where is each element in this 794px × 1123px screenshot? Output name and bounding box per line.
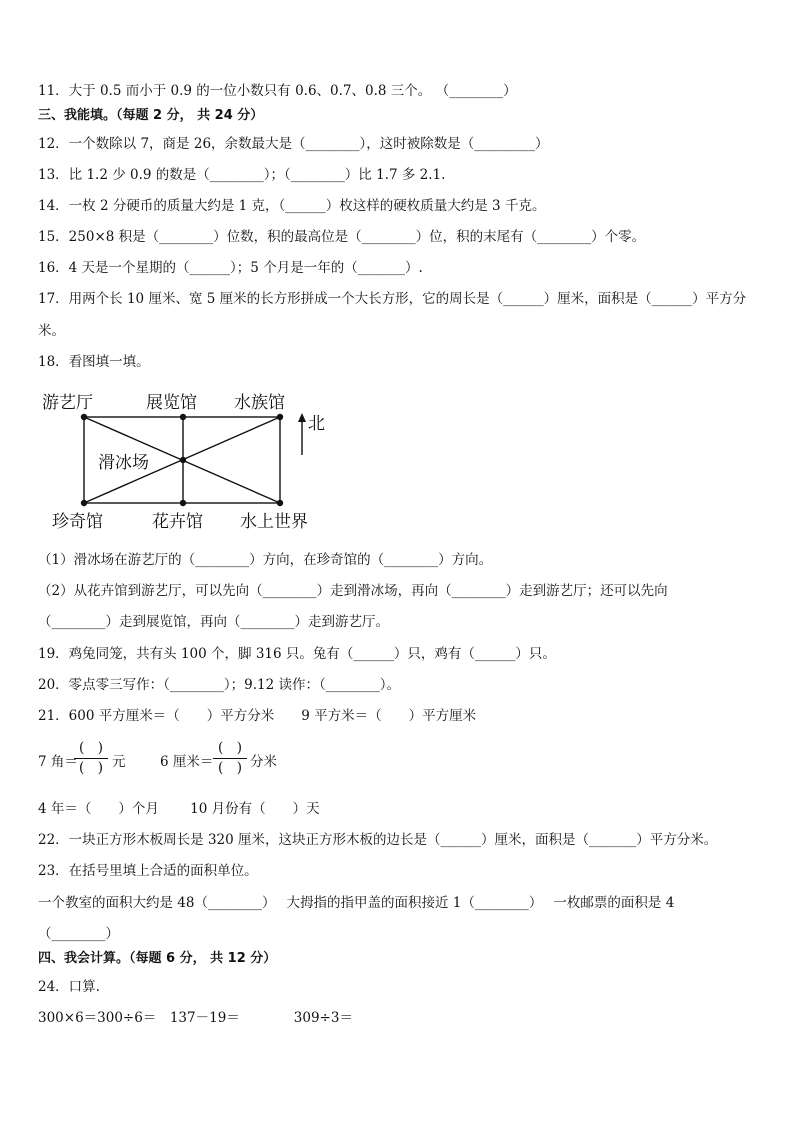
fraction-1-denominator: ( ) bbox=[78, 760, 104, 776]
label-shuishangshijie: 水上世界 bbox=[240, 512, 308, 532]
question-18: 18．看图填一填。 bbox=[38, 354, 150, 370]
question-19: 19．鸡兔同笼，共有头 100 个，脚 316 只。兔有（______）只，鸡有（______）只。 bbox=[38, 646, 556, 662]
fraction-2-unit: 分米 bbox=[250, 754, 277, 770]
fraction-2 bbox=[213, 740, 247, 777]
label-youyiting: 游艺厅 bbox=[42, 393, 93, 413]
question-18-part-1: （1）滑冰场在游艺厅的（________）方向，在珍奇馆的（________）方向。 bbox=[38, 552, 493, 568]
question-18-part-2-line-2: （________）走到展览馆，再向（________）走到游艺厅。 bbox=[38, 614, 389, 630]
direction-map-diagram bbox=[38, 385, 338, 535]
question-23-items-line-2: （________） bbox=[38, 926, 119, 942]
question-21-line-1: 21．600 平方厘米＝（ ）平方分米 9 平方米＝（ ）平方厘米 bbox=[38, 708, 477, 724]
question-11: 11．大于 0.5 而小于 0.9 的一位小数只有 0.6、0.7、0.8 三个。 （________） bbox=[38, 83, 517, 99]
fraction-2-numerator: ( ) bbox=[217, 740, 243, 756]
section-3-heading: 三、我能填。（每题 2 分， 共 24 分） bbox=[38, 108, 264, 123]
section-4-heading: 四、我会计算。（每题 6 分， 共 12 分） bbox=[38, 951, 277, 966]
label-zhanlanguan: 展览馆 bbox=[146, 393, 197, 413]
question-17-line-2: 米。 bbox=[38, 323, 65, 339]
question-22: 22．一块正方形木板周长是 320 厘米，这块正方形木板的边长是（______）厘米，面积是（_______）平方分米。 bbox=[38, 832, 718, 848]
fraction-1 bbox=[74, 740, 108, 777]
question-12: 12．一个数除以 7，商是 26，余数最大是（________），这时被除数是（_________） bbox=[38, 136, 549, 152]
fraction-1-prefix: 7 角＝ bbox=[38, 754, 78, 770]
fraction-2-prefix: 6 厘米＝ bbox=[160, 754, 214, 770]
question-20: 20．零点零三写作：（________）；9.12 读作：（________）。 bbox=[38, 677, 401, 693]
question-16: 16．4 天是一个星期的（______）；5 个月是一年的（_______）. bbox=[38, 260, 423, 276]
label-zhenqiguan: 珍奇馆 bbox=[52, 512, 103, 532]
question-14: 14．一枚 2 分硬币的质量大约是 1 克，（______）枚这样的硬枚质量大约是 3 千克。 bbox=[38, 198, 546, 214]
fraction-2-denominator: ( ) bbox=[217, 760, 243, 776]
fraction-1-unit: 元 bbox=[112, 754, 126, 770]
question-15: 15．250×8 积是（________）位数，积的最高位是（________）位，积的末尾有（________）个零。 bbox=[38, 229, 646, 245]
question-24-items: 300×6＝300÷6＝ 137－19＝ 309÷3＝ bbox=[38, 1010, 353, 1026]
fraction-1-numerator: ( ) bbox=[78, 740, 104, 756]
fraction-2-bar bbox=[213, 758, 247, 759]
question-17-line-1: 17．用两个长 10 厘米、宽 5 厘米的长方形拼成一个大长方形，它的周长是（______）厘米，面积是（______）平方分 bbox=[38, 291, 747, 307]
north-arrow-head bbox=[298, 413, 306, 422]
question-21-line-3: 4 年＝（ ）个月 10 月份有（ ）天 bbox=[38, 801, 320, 817]
question-23-items-line-1: 一个教室的面积大约是 48（________） 大拇指的指甲盖的面积接近 1（________） 一枚邮票的面积是 4 bbox=[38, 895, 675, 911]
label-huabingchang: 滑冰场 bbox=[98, 453, 149, 473]
question-24: 24．口算. bbox=[38, 979, 100, 995]
question-18-part-2-line-1: （2）从花卉馆到游艺厅，可以先向（________）走到滑冰场，再向（________）走到游艺厅；还可以先向 bbox=[38, 583, 668, 599]
question-13: 13．比 1.2 少 0.9 的数是（________）；（________）比 1.7 多 2.1. bbox=[38, 167, 446, 183]
label-north: 北 bbox=[308, 414, 325, 434]
label-shuizuguan: 水族馆 bbox=[234, 393, 285, 413]
label-huahuiguan: 花卉馆 bbox=[152, 512, 203, 532]
fraction-1-bar bbox=[74, 758, 108, 759]
question-23: 23．在括号里填上合适的面积单位。 bbox=[38, 863, 258, 879]
